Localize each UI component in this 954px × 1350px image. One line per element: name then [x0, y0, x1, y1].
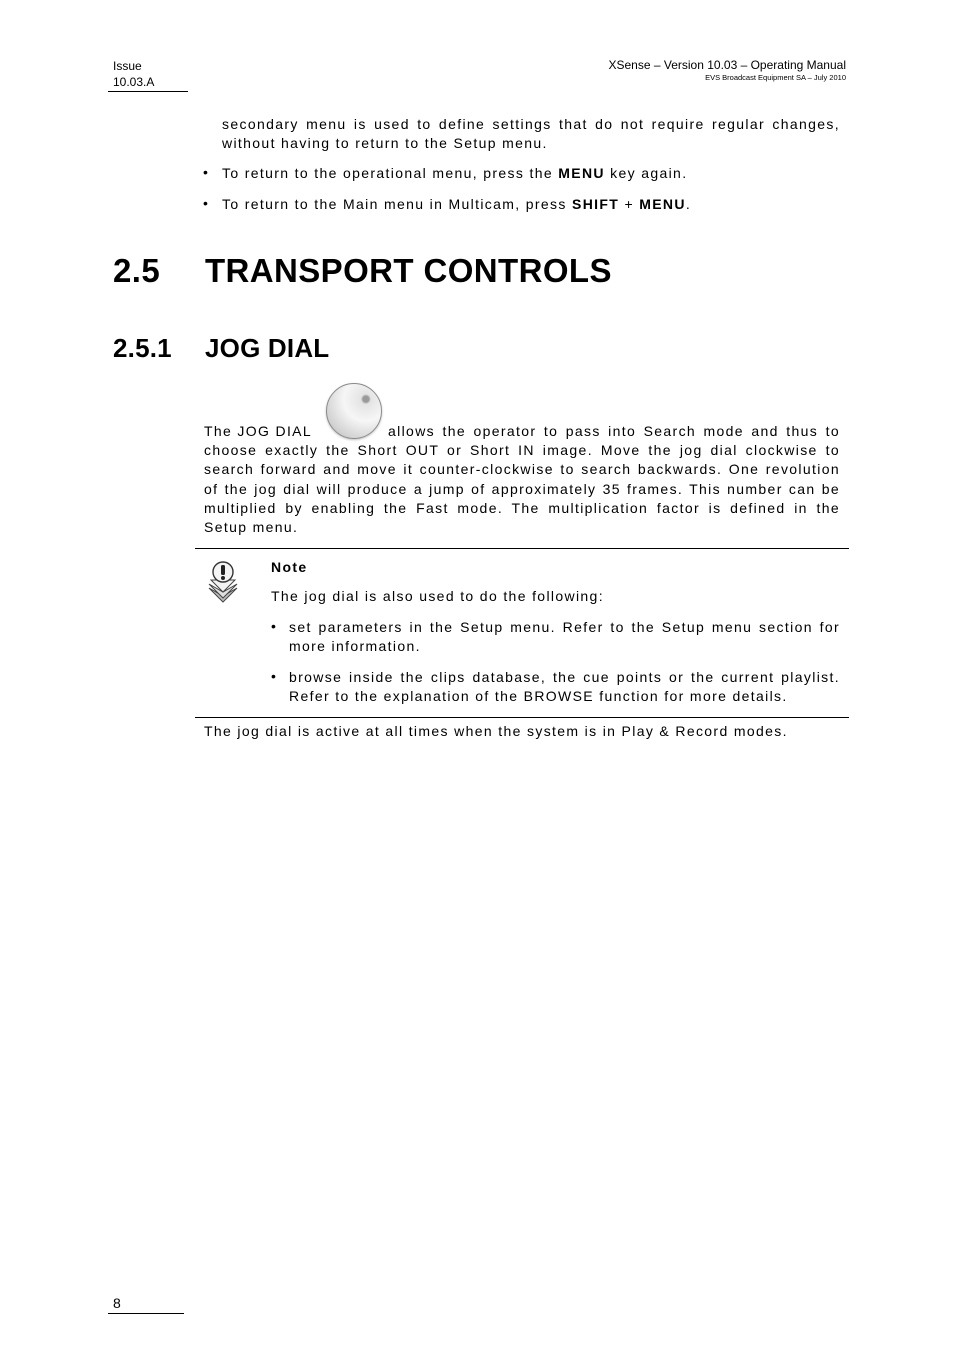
manual-title: XSense – Version 10.03 – Operating Manual — [608, 58, 846, 72]
note-title: Note — [271, 559, 308, 575]
note-warning-icon — [205, 558, 241, 608]
subsection-number: 2.5.1 — [113, 333, 172, 363]
issue-label: Issue — [113, 59, 142, 73]
jog-text-line-6: Setup menu. — [204, 519, 299, 536]
section-number: 2.5 — [113, 252, 161, 289]
bullet-dot: • — [271, 668, 276, 684]
section-heading — [113, 252, 612, 290]
company-date: EVS Broadcast Equipment SA – July 2010 — [705, 73, 846, 82]
note-top-rule — [195, 548, 849, 549]
shift-key: SHIFT — [572, 196, 620, 212]
jog-text-line-1: allows the operator to pass into Search mode and thus to — [388, 423, 840, 439]
bullet-return-main: To return to the Main menu in Multicam, press SHIFT + MENU. — [222, 196, 692, 212]
header-left-rule — [108, 91, 188, 92]
issue-value: 10.03.A — [113, 75, 155, 89]
subsection-heading — [113, 333, 329, 364]
jog-text-line-3: search forward and move it counter-clockwise to search backwards. One revolution — [204, 461, 840, 478]
header-issue — [113, 58, 154, 90]
subsection-title: JOG DIAL — [205, 333, 330, 363]
note-bullet-browse: browse inside the clips database, the cue points or the current playlist. Refer to the explanation of the BROWSE function for more details. — [289, 669, 840, 705]
jog-text-line-4: of the jog dial will produce a jump of approximately 35 frames. This number can be — [204, 480, 840, 497]
menu-key: MENU — [558, 165, 605, 181]
jog-text-line-5: multiplied by enabling the Fast mode. The multiplication factor is defined in the — [204, 499, 840, 516]
jog-paragraph — [204, 441, 840, 537]
jog-text-pre-icon: The JOG DIAL — [204, 423, 313, 439]
jog-text-line-2: choose exactly the Short OUT or Short IN image. Move the jog dial clockwise to — [204, 442, 840, 458]
intro-line-1: secondary menu is used to define settings that do not require regular changes, — [222, 116, 840, 132]
section-title: TRANSPORT CONTROLS — [205, 252, 612, 289]
jog-dial-knob-icon — [326, 383, 382, 439]
bullet-dot: • — [203, 195, 208, 211]
bullet-dot: • — [271, 618, 276, 634]
bullet-return-operational: To return to the operational menu, press the MENU key again. — [222, 165, 688, 181]
intro-line-2: without having to return to the Setup menu. — [222, 135, 548, 152]
note-bottom-rule — [195, 717, 849, 718]
menu-key: MENU — [639, 196, 686, 212]
closing-sentence: The jog dial is active at all times when the system is in Play & Record modes. — [204, 723, 788, 739]
header-title-block — [609, 58, 847, 83]
page-number: 8 — [113, 1295, 121, 1311]
footer-rule — [108, 1313, 184, 1314]
bullet-dot: • — [203, 164, 208, 180]
intro-paragraph — [222, 115, 840, 154]
note-bullet-setup: set parameters in the Setup menu. Refer to the Setup menu section for more information. — [289, 619, 840, 655]
note-intro: The jog dial is also used to do the following: — [271, 588, 604, 604]
